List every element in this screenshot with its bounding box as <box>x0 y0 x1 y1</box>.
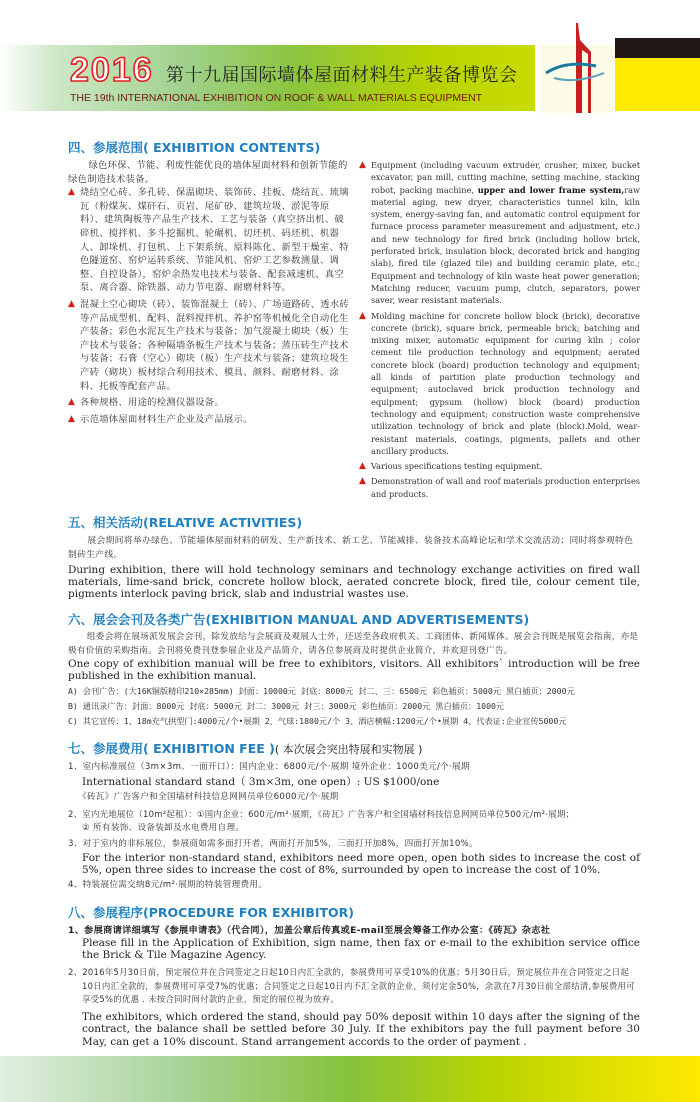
header-en-title: THE 19th INTERNATIONAL EXHIBITION ON ROOF & WALL MATERIALS EQUIPMENT <box>70 92 483 104</box>
procedure-line: 1、参展商请详细填写《参展申请表》（代合同），加盖公章后传真或E-mail至展会筹备工作办公室：《砖瓦》杂志社 <box>68 925 551 937</box>
s4-en-text: Molding machine for concrete hollow block (brick), decorative concrete (brick), square brick, permeable brick; batching and mixing mixer, automatic equipment for curing kiln ; color cement tile production technology and equipment; aerated concrete block (board) production technology and equipment; all kinds of partition plate production technology and equipment; autoclaved brick production technology and equipment; gypsum (hollow) block (board) production technology and equipment; construction waste comprehensive utilization technology of brick and plate (block).Mold, wear-resistant materials, coatings, pigments, pallets and other ancillary products. <box>371 310 640 456</box>
s4-title-en: ( EXHIBITION CONTENTS) <box>143 140 321 155</box>
s4-cn-item-text: 烧结空心砖、多孔砖、保温砌块、装饰砖、挂板、烧结瓦、琉璃瓦（粉煤灰、煤矸石、页岩、尾矿砂、建筑垃圾、淤泥等原料）、建筑陶板等产品生产技术、工艺与装备（真空挤出机、破碎机、搅拌机、多斗挖掘机、轮碾机、切坯机、码坯机、机器人、卸垛机、打包机、上下架系统、原料陈化、新型干燥室、特色隧道窑、窑炉运转系统、节能风机、窑炉工艺参数测量、调整、自控设备），窑炉余热发电技术与装备、配套减速机、真空泵、离合器、除铁器、动力节电器、耐磨材料等。 <box>80 187 349 294</box>
s4-en-item <box>359 475 640 500</box>
s8-title: 八、参展程序 <box>68 905 144 921</box>
procedure-line: The exhibitors, which ordered the stand, should pay 50% deposit within 10 days after the signing of the contract, the balance shall be settled before 30 July. If the exhibitors pay the full payment before 30 May, can get a 10% discount. Stand arrangement accords to the order of payment . <box>82 1010 640 1048</box>
s4-heading <box>68 138 640 156</box>
ad-rate-row: B) 通讯录广告：封面：8000元 封底：5000元 封二：3000元 封三：3000元 彩色插页：2000元 黑白插页：1000元 <box>68 701 505 712</box>
s7-title: 七、参展费用 <box>68 741 144 757</box>
ad-rate-row: C) 其它宣传：1、18m充气拱型门:4000元/个•展期 2、气球:1800元/个 3、酒店横幅:1200元/个•展期 4、代表证:企业宣传5000元 <box>68 716 567 727</box>
fee-line: 3、对于室内的非标展位，参展商如需多面打开者，两面打开加5%，三面打开加8%，四面打开加10%。 <box>68 839 478 850</box>
s7-body <box>68 760 640 893</box>
triangle-bullet-icon: ▲ <box>359 461 366 472</box>
fee-line: International standard stand（ 3m×3m, one open）: US $1000/one <box>82 776 440 789</box>
s5-title: 五、相关活动 <box>68 515 144 531</box>
s4-cn-item <box>68 186 349 295</box>
s4-cn-item-text: 混凝土空心砌块（砖）、装饰混凝土（砖）、广场道路砖、透水砖等产品成型机、配料、混料搅拌机、养护窑等机械化全自动化生产装备；彩色水泥瓦生产技术与装备；加气混凝土砌块（板）生产技术与装备；各种隔墙条板生产技术与装备；蒸压砖生产技术与装备；石膏（空心）砌块（板）生产技术与装备；建筑垃圾生产砖（砌块）板材综合利用技术、模具、颜料、耐磨材料、涂料、托板等配套产品。 <box>80 298 350 392</box>
s7-heading <box>68 739 640 757</box>
s8-title-en: (PROCEDURE FOR EXHIBITOR) <box>143 905 354 921</box>
s5-title-en: (RELATIVE ACTIVITIES) <box>143 515 303 531</box>
procedure-line: Please fill in the Application of Exhibition, sign name, then fax or e-mail to the exhibition service office the Brick & Tile Magazine Agency. <box>82 937 640 961</box>
s5-body <box>68 534 640 600</box>
s7-title-note: ( 本次展会突出特展和实物展 ) <box>274 743 423 757</box>
s6-title: 六、展会会刊及各类广告 <box>68 612 206 628</box>
s7-title-en: ( EXHIBITION FEE ) <box>143 741 275 757</box>
ad-rate-row: A) 会刊广告：(大16K铜版精印210×285mm) 封面：10000元 封底：8000元 封二、三：6500元 彩色插页：5000元 黑白插页：2000元 <box>68 686 575 697</box>
s4-en-text: raw material aging, new dryer, characteristics tunnel kiln, kiln system, energy-saving fan, and automatic control equipment for furnace process parameter measurement and adjustment, etc.) and new technology for fired brick (including hollow brick, perforated brick, insulation block, decorated brick and hanging slab), fired tile (glazed tile) and building ceramic plate, etc.; Equipment and technology of kiln waste heat power generation; Matching reducer, vacuum pump, clutch, separators, power saver, wear resistant materials. <box>371 184 640 306</box>
triangle-bullet-icon: ▲ <box>68 397 76 408</box>
triangle-bullet-icon: ▲ <box>359 476 366 487</box>
s4-columns <box>68 159 640 503</box>
s4-title: 四、参展范围 <box>68 140 144 155</box>
s4-en-item <box>359 460 640 472</box>
fee-line: 1、室内标准展位（3m×3m、一面开口）：国内企业：6800元/个·展期 境外企业：1000美元/个·展期 <box>68 762 470 773</box>
s8-heading <box>68 903 640 921</box>
s4-en-text: Various specifications testing equipment. <box>371 461 543 472</box>
triangle-bullet-icon: ▲ <box>68 298 76 309</box>
fee-line: For the interior non-standard stand, exhibitors need more open, open both sides to increase the cost of 5%, open three sides to increase the cost of 8%, surrounded by open to increase the cost of 10%. <box>82 852 640 877</box>
s4-cn-item <box>68 396 349 410</box>
s6-en: One copy of exhibition manual will be free to exhibitors, visitors. All exhibitors` introduction will be free published in the exhibition manual. <box>68 658 640 683</box>
s4-en-text: Equipment (including vacuum extruder, crusher, mixer, bucket excavator, pan mill, cutting machine, setting machine, stacking robot, packing machine, <box>371 160 640 195</box>
s4-cn-item <box>68 413 349 427</box>
s6-cn: 组委会将在展场派发展会会刊，除发放给与会展商及观展人士外，还送至各政府机关、工商团体、新闻媒体。展会会刊既是展览会指南，亦是极有价值的采购指南。会刊将免费刊登参展企业及产品简介，请各位参展商及时提供企业简介，并欢迎刊登广告。 <box>68 632 639 656</box>
header-year: 2016 <box>70 51 154 89</box>
s4-cn-item <box>68 298 349 393</box>
header-cn-title: 第十九届国际墙体屋面材料生产装备博览会 <box>166 65 518 86</box>
s4-en-item <box>359 159 640 307</box>
s6-body <box>68 631 640 729</box>
s4-cn-item-text: 各种规格、用途的检测仪器设备。 <box>80 397 224 409</box>
s4-cn-item-text: 示范墙体屋面材料生产企业及产品展示。 <box>80 413 253 425</box>
triangle-bullet-icon: ▲ <box>68 413 76 424</box>
s4-en-column <box>359 159 640 503</box>
s5-cn: 展会期间将举办绿色、节能墙体屋面材料的研发、生产新技术、新工艺、节能减排、装备技术高峰论坛和学术交流活动；同时将参观特色制砖生产线。 <box>68 536 634 561</box>
s4-en-item <box>359 310 640 458</box>
s6-title-en: (EXHIBITION MANUAL AND ADVERTISEMENTS) <box>205 612 530 628</box>
triangle-bullet-icon: ▲ <box>68 187 76 198</box>
triangle-bullet-icon: ▲ <box>359 160 366 170</box>
s4-cn-column <box>68 159 349 503</box>
procedure-line: 2、2016年5月30日前，预定展位并在合同签定之日起10日内汇全款的，参展费用可享受10%的优惠；5月30日后，预定展位并在合同签定之日起10日内汇全款的，参展费用可享受7%的优惠；合同签定之日起10日内不汇全款的企业，须付定金50%，余款在7月30日前全部结清,参展费用可享受5%的优惠 . 未按合同时间付款的企业，预定的展位视为放弃。 <box>68 967 635 1005</box>
fee-line: 2、室内光地展位（10m²起租）：①国内企业：600元/m²·展期，《砖瓦》广告客户和全国墙材科技信息网网员单位500元/m²·展期； <box>68 809 575 820</box>
s4-intro: 绿色环保、节能、利废性能优良的墙体屋面材料和创新节能的绿色制造技术装备。 <box>68 160 348 185</box>
s5-heading <box>68 513 640 531</box>
fee-line: 4、特装展位需交纳8元/m²·展期的特装管理费用。 <box>68 880 268 891</box>
s4-en-bold: upper and lower frame system, <box>477 184 625 195</box>
s6-ad-rates <box>68 684 640 729</box>
fee-line: ② 所有装饰、设备装卸及水电费用自理。 <box>82 823 245 834</box>
fee-line: 《砖瓦》广告客户和全国墙材科技信息网网员单位6000元/个·展期 <box>78 792 339 803</box>
footer-gradient-band <box>0 1056 700 1102</box>
s4-en-text: Demonstration of wall and roof materials production enterprises and products. <box>371 476 640 499</box>
triangle-bullet-icon: ▲ <box>359 310 366 321</box>
s6-heading <box>68 610 640 628</box>
s5-en: During exhibition, there will hold technology seminars and technology exchange activities on fired wall materials, lime-sand brick, concrete hollow block, aerated concrete block, fired tile, colour cement tile, pigments interlock paving brick, slab and industrial wastes use. <box>68 564 640 601</box>
